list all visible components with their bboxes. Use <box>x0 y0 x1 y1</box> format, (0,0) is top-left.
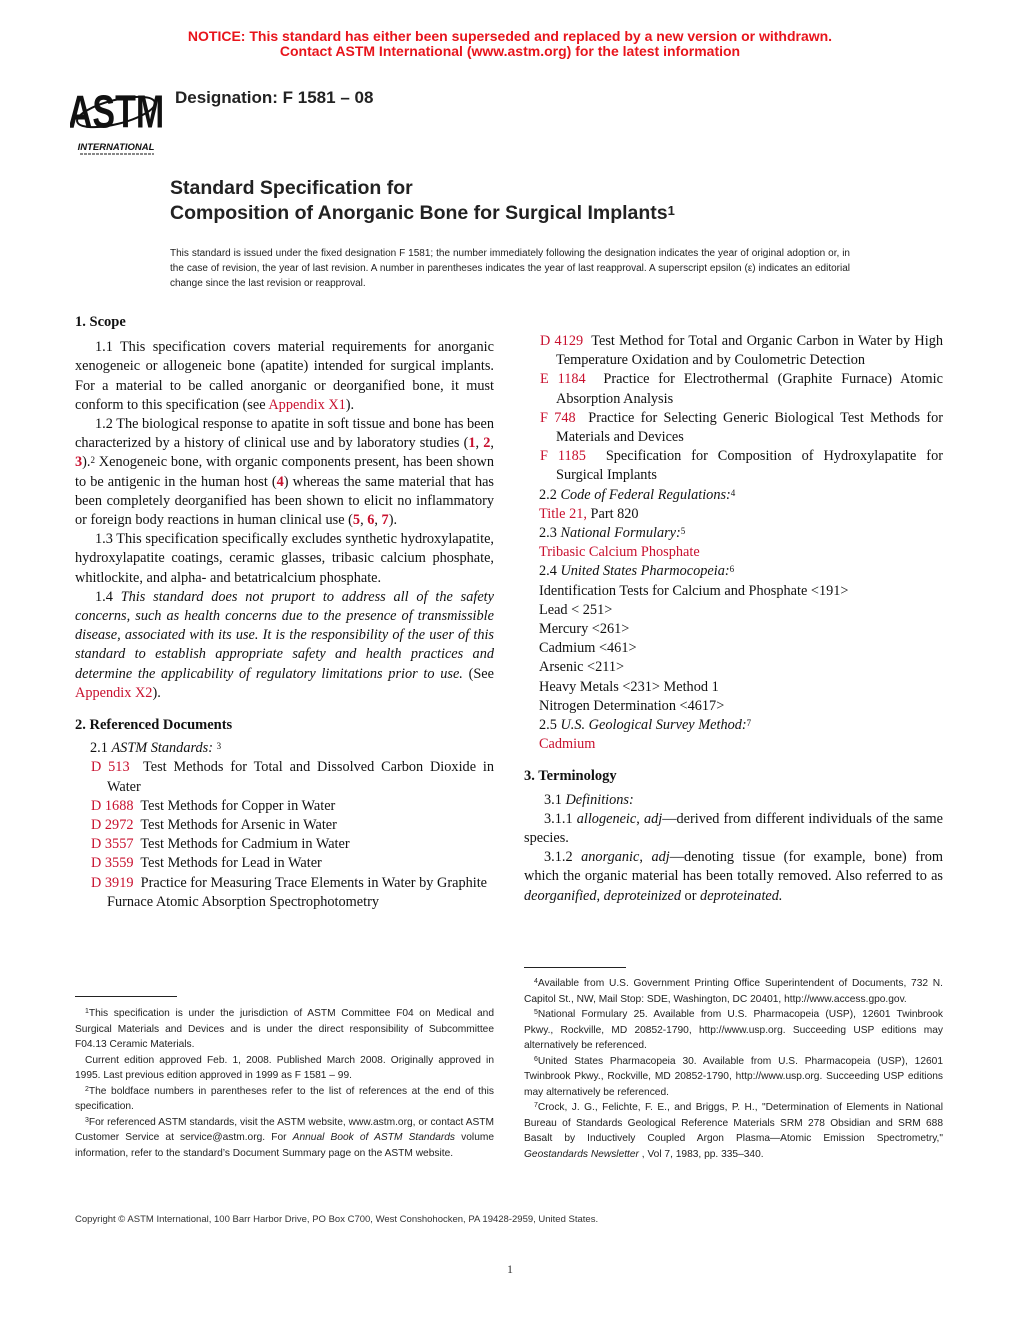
astm-logo <box>70 76 162 158</box>
cfr-item: Title 21, Part 820 <box>539 505 639 522</box>
scope-1-4: 1.4 This standard does not pruport to address all of the safety concerns, such as health concerns due to the presence of transmissible disease, associated with its use. It is the responsibility of the user of this standard to establish appropriate safety and health practices and determine the applicability of regulatory limitations prior to use. (See Appendix X2). <box>75 588 494 701</box>
ref-link-5[interactable]: 5 <box>352 512 361 529</box>
nf-item <box>524 543 943 562</box>
ref-link-6[interactable]: 6 <box>367 512 375 529</box>
footnote-1: $^1$This specification is under the jurisdiction of ASTM Committee F04 on Medical and Surgical Materials and Devices and is under the direct responsibility of Subcommittee F04.13 Ceramic Materials. <box>75 1008 494 1050</box>
usp-item: Nitrogen Determination <4617> <box>539 697 725 714</box>
link-tribasic-calcium-phosphate[interactable]: Tribasic Calcium Phosphate <box>539 544 700 561</box>
title-footnote-mark: 1 <box>667 203 675 218</box>
page-number: 1 <box>507 1262 513 1276</box>
svg-text:ASTM: ASTM <box>70 85 162 138</box>
ref-item-d4129: D 4129 Test Method for Total and Organic Carbon in Water by High Temperature Oxidation and by Coulometric Detection <box>540 333 944 369</box>
usp-item: Identification Tests for Calcium and Phosphate <191> <box>539 582 849 599</box>
document-title <box>170 176 675 226</box>
ref-link-7[interactable]: 7 <box>381 512 389 529</box>
link-appendix-x2[interactable]: Appendix X2 <box>75 684 153 701</box>
footnote-1-edition: Current edition approved Feb. 1, 2008. Published March 2008. Originally approved in 1995. Last previous edition approved in 1999 as F 1581 – 99. <box>75 1054 494 1081</box>
footnote-mark-2: 2 <box>90 455 95 466</box>
ref-link-4[interactable]: 4 <box>276 473 284 490</box>
footnote-3: $^3$For referenced ASTM standards, visit the ASTM website, www.astm.org, or contact ASTM Customer Service at service@astm.org. For Annual Book of ASTM Standards volume information, refer to the standard’s Document Summary page on the ASTM website. <box>75 1116 495 1159</box>
footnotes-right <box>524 976 943 1162</box>
usp-item: Arsenic <211> <box>539 659 625 676</box>
ref-code-link[interactable]: D 3919 <box>91 874 134 891</box>
term-anorganic: 3.1.2 anorganic, adj—denoting tissue (for example, bone) from which the organic material has been totally removed. Also referred to as deorganified, deproteinized or deproteinated. <box>524 849 944 904</box>
astm-logo-icon <box>70 76 162 158</box>
footnote-divider-left <box>75 996 177 997</box>
nf-label: 2.3 National Formulary:$^5$ <box>539 525 686 542</box>
left-column <box>75 313 494 912</box>
astm-standards-label: 2.1 ASTM Standards: $^3$ <box>90 740 222 757</box>
footnote-5: $^5$National Formulary 25. Available from U.S. Pharmacopeia (USP), 12601 Twinbrook Pkwy., Rockville, MD 20852-1790, http://www.usp.org. Succeeding USP editions may alternatively be referenced. <box>524 1009 943 1051</box>
term-allogeneic: 3.1.1 allogeneic, adj—derived from different individuals of the same species. <box>524 810 943 847</box>
ref-code-link[interactable]: D 1688 <box>91 797 134 814</box>
ref-link-2[interactable]: 2 <box>483 435 491 452</box>
ref-code-link[interactable]: D 4129 <box>540 333 584 349</box>
footnote-2: $^2$The boldface numbers in parentheses refer to the list of references at the end of this specification. <box>75 1085 494 1112</box>
ref-item-d3919: D 3919 Practice for Measuring Trace Elements in Water by Graphite Furnace Atomic Absorption Spectrophotometry <box>91 874 488 910</box>
ref-code-link[interactable]: D 2972 <box>91 817 134 834</box>
right-column <box>524 332 943 906</box>
section-heading-terminology: 3. Terminology <box>524 768 617 785</box>
definitions-label: 3.1 Definitions: <box>544 791 634 808</box>
issued-note: This standard is issued under the fixed designation F 1581; the number immediately following the designation indicates the year of original adoption or, in the case of revision, the year of last revision. A number in parentheses indicates the year of last reapproval. A superscript epsilon (ε) indicates an editorial change since the last revision or reapproval. <box>170 248 850 289</box>
designation: Designation: F 1581 – 08 <box>175 88 374 107</box>
svg-text:INTERNATIONAL: INTERNATIONAL <box>77 142 155 153</box>
usp-item: Cadmium <461> <box>539 640 637 657</box>
link-cadmium[interactable]: Cadmium <box>539 736 596 753</box>
footnote-4: $^4$Available from U.S. Government Printing Office Superintendent of Documents, 732 N. Capitol St., NW, Mail Stop: SDE, Washington, DC 20401, http://www.access.gpo.gov. <box>524 978 943 1005</box>
withdrawn-notice-line2: Contact ASTM International (www.astm.org) for the latest information <box>279 43 741 59</box>
ref-code-link[interactable]: F 748 <box>540 409 576 426</box>
ref-link-3[interactable]: 3 <box>75 454 83 471</box>
ref-item-e1184: E 1184 Practice for Electrothermal (Graphite Furnace) Atomic Absorption Analysis <box>540 371 943 407</box>
cfr-label: 2.2 Code of Federal Regulations:$^4$ <box>539 486 736 503</box>
copyright-line: Copyright © ASTM International, 100 Barr Harbor Drive, PO Box C700, West Conshohocken, PA 19428-2959, United States. <box>75 1214 599 1225</box>
scope-1-3: 1.3 This specification specifically excludes synthetic hydroxylapatite, hydroxylapatite coatings, ceramic glasses, tribasic calcium phosphate, whitlockite, and alpha- and betatricalcium phosphate. <box>75 531 494 586</box>
usgs-item <box>524 735 943 754</box>
usgs-label: 2.5 U.S. Geological Survey Method:$^7$ <box>539 717 752 734</box>
ref-link-1[interactable]: 1 <box>468 435 476 452</box>
scope-1-2: 1.2 The biological response to apatite in soft tissue and bone has been characterized by a history of clinical use and by laboratory studies (1, 2, 3).$^2$ Xenogeneic bone, with organic components present, has been shown to be antigenic in the human host (4) whereas the same material that has been completely deorganified has been shown to elicit no inflammatory or foreign body reactions in human clinical use (5, 6, 7). <box>75 416 494 529</box>
ref-item-d1688: D 1688 Test Methods for Copper in Water <box>91 797 336 814</box>
ref-code-link[interactable]: D 3559 <box>91 855 134 872</box>
footnote-7: $^7$Crock, J. G., Felichte, F. E., and Briggs, P. H., "Determination of Elements in National Bureau of Standards Geological Reference Materials SRM 278 Obsidian and SRM 688 Basalt by Inductively Coupled Argon Plasma—Atomic Emission Spectrometry," Geostandards Newsletter , Vol 7, 1983, pp. 335–340. <box>524 1102 943 1160</box>
ref-code-link[interactable]: E 1184 <box>540 371 586 388</box>
ref-item-f1185: F 1185 Specification for Composition of Hydroxylapatite for Surgical Implants <box>540 448 943 484</box>
link-appendix-x1[interactable]: Appendix X1 <box>268 396 346 413</box>
usp-item: Lead < 251> <box>539 601 613 618</box>
section-heading-scope: 1. Scope <box>75 314 126 330</box>
ref-item-d513: D 513 Test Methods for Total and Dissolved Carbon Dioxide in Water <box>91 759 494 795</box>
footnote-divider-right <box>524 967 626 968</box>
title-line1: Standard Specification for <box>170 177 413 199</box>
usp-label: 2.4 United States Pharmocopeia:$^6$ <box>539 563 735 580</box>
withdrawn-notice-line1: NOTICE: This standard has either been superseded and replaced by a new version or withdrawn. <box>187 28 833 44</box>
ref-item-d3559: D 3559 Test Methods for Lead in Water <box>91 855 322 872</box>
footnote-6: $^6$United States Pharmacopeia 30. Available from U.S. Pharmacopeia (USP), 12601 Twinbrook Pkwy., Rockville, MD 20852-1790, http://www.usp.org. Succeeding USP editions may alternatively be referenced. <box>524 1055 943 1098</box>
usp-item: Heavy Metals <231> Method 1 <box>539 678 719 695</box>
ref-code-link[interactable]: F 1185 <box>540 448 586 465</box>
footnotes-left <box>75 1006 494 1161</box>
scope-1-1: 1.1 This specification covers material requirements for anorganic xenogeneic or allogeneic bone (apatite) intended for surgical implants. For a material to be called anorganic or deorganified bone, it must conform to this specification (see Appendix X1). <box>75 339 494 413</box>
ref-item-d2972: D 2972 Test Methods for Arsenic in Water <box>91 817 337 834</box>
title-line2: Composition of Anorganic Bone for Surgical Implants$^1$ <box>170 202 675 224</box>
ref-item-f748: F 748 Practice for Selecting Generic Biological Test Methods for Materials and Devices <box>540 409 943 446</box>
ref-item-d3557: D 3557 Test Methods for Cadmium in Water <box>91 836 350 853</box>
link-title-21[interactable]: Title 21, <box>539 505 587 522</box>
ref-code-link[interactable]: D 513 <box>91 759 130 776</box>
section-heading-referenced-documents: 2. Referenced Documents <box>75 717 233 734</box>
usp-item: Mercury <261> <box>539 621 630 638</box>
ref-code-link[interactable]: D 3557 <box>91 836 134 853</box>
